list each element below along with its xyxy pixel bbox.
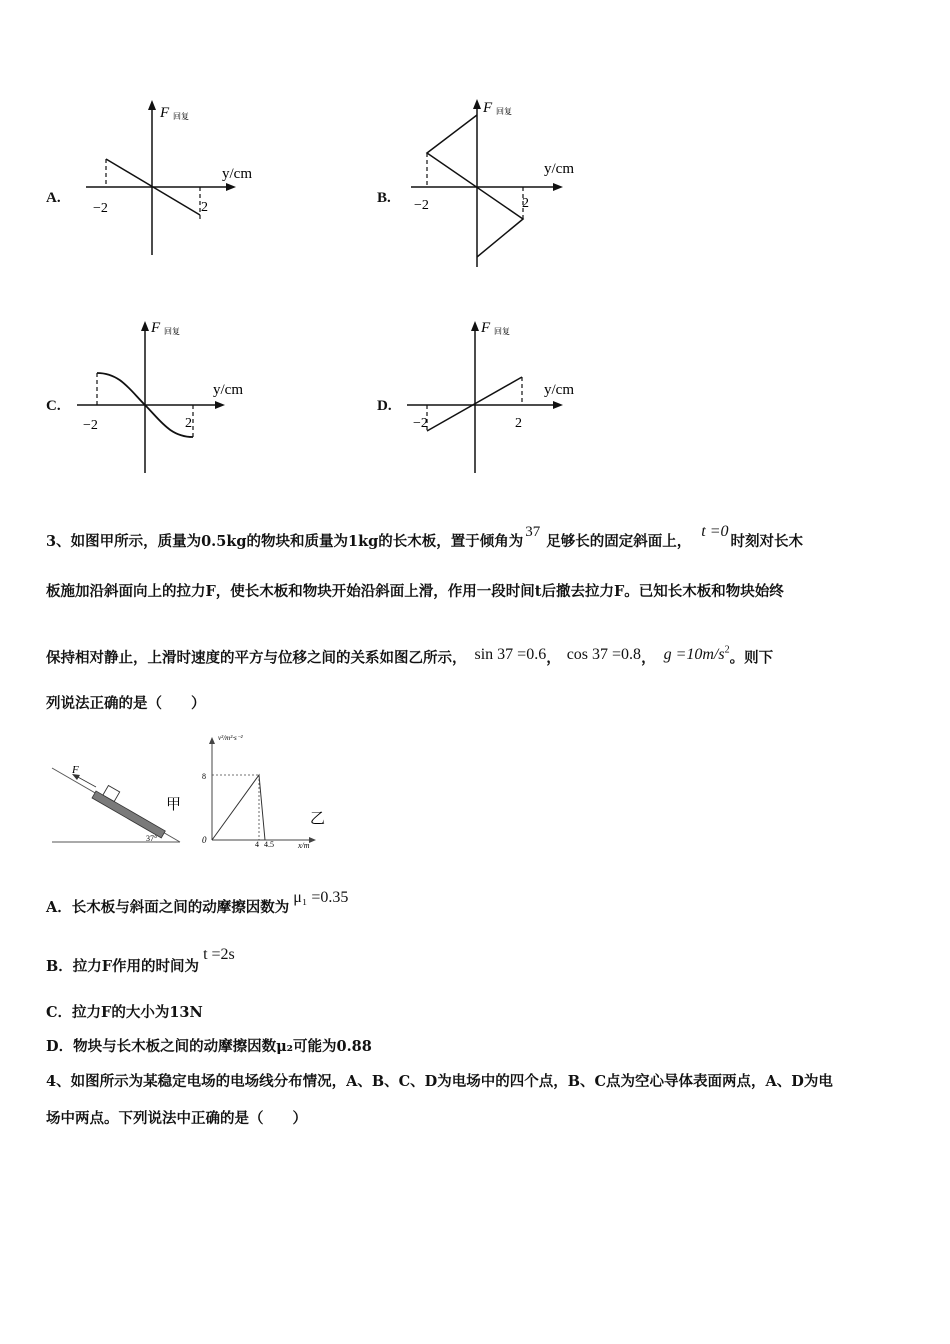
q4-line-1: 4、如图所示为某稳定电场的电场线分布情况，A、B、C、D为电场中的四个点，B、C点为空心导体表面两点，A、D为电 bbox=[46, 1073, 833, 1090]
figure-yi-x-tick-45: 4.5 bbox=[264, 840, 274, 849]
graph-c bbox=[75, 315, 275, 480]
q3-option-b bbox=[46, 946, 235, 977]
option-b-label: B. bbox=[377, 190, 391, 206]
q3-t0: t =0 bbox=[701, 523, 729, 540]
force-arrow-line bbox=[76, 776, 96, 787]
graph-d-tick-right: 2 bbox=[515, 416, 522, 431]
graph-a-y-label: F bbox=[160, 105, 170, 121]
graph-c-y-sub: 回复 bbox=[164, 327, 180, 336]
q3-option-d: D．物块与长木板之间的动摩擦因数μ₂可能为0.88 bbox=[46, 1038, 372, 1055]
q3-sin: sin 37 =0.6 bbox=[474, 646, 547, 664]
graph-d-x-label: y/cm bbox=[544, 382, 574, 398]
graph-c-tick-right: 2 bbox=[185, 416, 192, 431]
graph-a-tick-right: 2 bbox=[201, 200, 208, 215]
q3-line-3-end: 。则下 bbox=[729, 649, 774, 667]
q3-angle: 37 bbox=[525, 524, 541, 540]
graph-d-y-arrow bbox=[471, 321, 479, 331]
q3-sep-1: ， bbox=[546, 649, 561, 667]
graph-b-y-label: F bbox=[483, 100, 493, 116]
graph-a-x-arrow bbox=[226, 183, 236, 191]
q3-line-1-a: 3、如图甲所示，质量为0.5kg的物块和质量为1kg的长木板，置于倾角为 bbox=[46, 533, 524, 550]
q3-line-1 bbox=[46, 523, 804, 552]
figure-yi-y-axis-label: v²/m²·s⁻² bbox=[218, 734, 243, 742]
graph-c-tick-left: −2 bbox=[83, 418, 98, 433]
graph-d-tick-left: −2 bbox=[413, 416, 428, 431]
q3-option-a-text: A．长木板与斜面之间的动摩擦因数为 bbox=[46, 899, 290, 916]
figure-yi-label: 乙 bbox=[310, 811, 326, 827]
figure-jia-board bbox=[92, 781, 171, 837]
graph-a-y-sub: 回复 bbox=[173, 112, 189, 121]
q3-line-1-c: 时刻对长木 bbox=[730, 533, 804, 550]
q3-g bbox=[664, 646, 730, 663]
graph-c-x-arrow bbox=[215, 401, 225, 409]
q3-cos: cos 37 =0.8 bbox=[566, 646, 642, 664]
figure-jia-angle: 37° bbox=[146, 834, 158, 843]
graph-c-x-label: y/cm bbox=[213, 382, 243, 398]
figure-yi-x-tick-4: 4 bbox=[255, 840, 259, 849]
graph-d-y-label: F bbox=[481, 320, 491, 336]
graph-a bbox=[80, 95, 280, 265]
graph-a-y-arrow bbox=[148, 100, 156, 110]
graph-b-x-label: y/cm bbox=[544, 161, 574, 177]
figure-yi-line bbox=[212, 775, 265, 840]
q4-line-2: 场中两点。下列说法中正确的是（ ） bbox=[46, 1110, 307, 1127]
q3-line-2: 板施加沿斜面向上的拉力F，使长木板和物块开始沿斜面上滑，作用一段时间t后撤去拉力F。已知长木板和物块始终 bbox=[46, 583, 784, 600]
q3-line-1-b: 足够长的固定斜面上， bbox=[546, 533, 692, 550]
q3-option-b-text: B．拉力F作用的时间为 bbox=[46, 958, 200, 975]
graph-b bbox=[405, 95, 605, 275]
figure-yi-y-arrow bbox=[209, 737, 215, 744]
graph-d bbox=[405, 315, 605, 480]
figure-yi-origin: 0 bbox=[202, 835, 207, 845]
graph-b-line bbox=[427, 115, 523, 257]
graph-c-y-arrow bbox=[141, 321, 149, 331]
q3-option-c: C．拉力F的大小为13N bbox=[46, 1004, 203, 1021]
long-board bbox=[92, 791, 165, 838]
option-c-label: C. bbox=[46, 398, 61, 414]
q3-g-sup: 2 bbox=[724, 645, 730, 656]
figure-yi-x-axis-label: x/m bbox=[298, 841, 310, 850]
figure-jia bbox=[46, 755, 206, 855]
figure-yi-y-tick: 8 bbox=[202, 772, 206, 781]
q3-line-3-a: 保持相对静止，上滑时速度的平方与位移之间的关系如图乙所示， bbox=[46, 649, 467, 667]
graph-d-x-arrow bbox=[553, 401, 563, 409]
q3-line-4: 列说法正确的是（ ） bbox=[46, 695, 206, 712]
graph-b-tick-left: −2 bbox=[414, 198, 429, 213]
option-a-label: A. bbox=[46, 190, 61, 206]
q3-option-a bbox=[46, 889, 349, 918]
graph-c-y-label: F bbox=[151, 320, 161, 336]
graph-a-tick-left: −2 bbox=[93, 201, 108, 216]
figure-yi bbox=[198, 730, 338, 855]
figure-jia-label: 甲 bbox=[166, 797, 182, 813]
graph-b-y-arrow bbox=[473, 99, 481, 109]
q3-sep-2: ， bbox=[641, 649, 656, 667]
figure-yi-x-arrow bbox=[309, 837, 316, 843]
graph-d-y-sub: 回复 bbox=[494, 327, 510, 336]
q3-g-value: g =10m/s bbox=[663, 646, 725, 664]
q3-option-b-math: t =2s bbox=[203, 946, 235, 963]
graph-b-x-arrow bbox=[553, 183, 563, 191]
graph-b-tick-right: 2 bbox=[522, 196, 529, 211]
figure-jia-force: F bbox=[72, 764, 79, 776]
graph-b-y-sub: 回复 bbox=[496, 107, 512, 116]
q3-option-a-math: μ₁ =0.35 bbox=[293, 889, 349, 906]
q3-line-3 bbox=[46, 644, 773, 668]
option-d-label: D. bbox=[377, 398, 392, 414]
graph-a-x-label: y/cm bbox=[222, 166, 252, 182]
